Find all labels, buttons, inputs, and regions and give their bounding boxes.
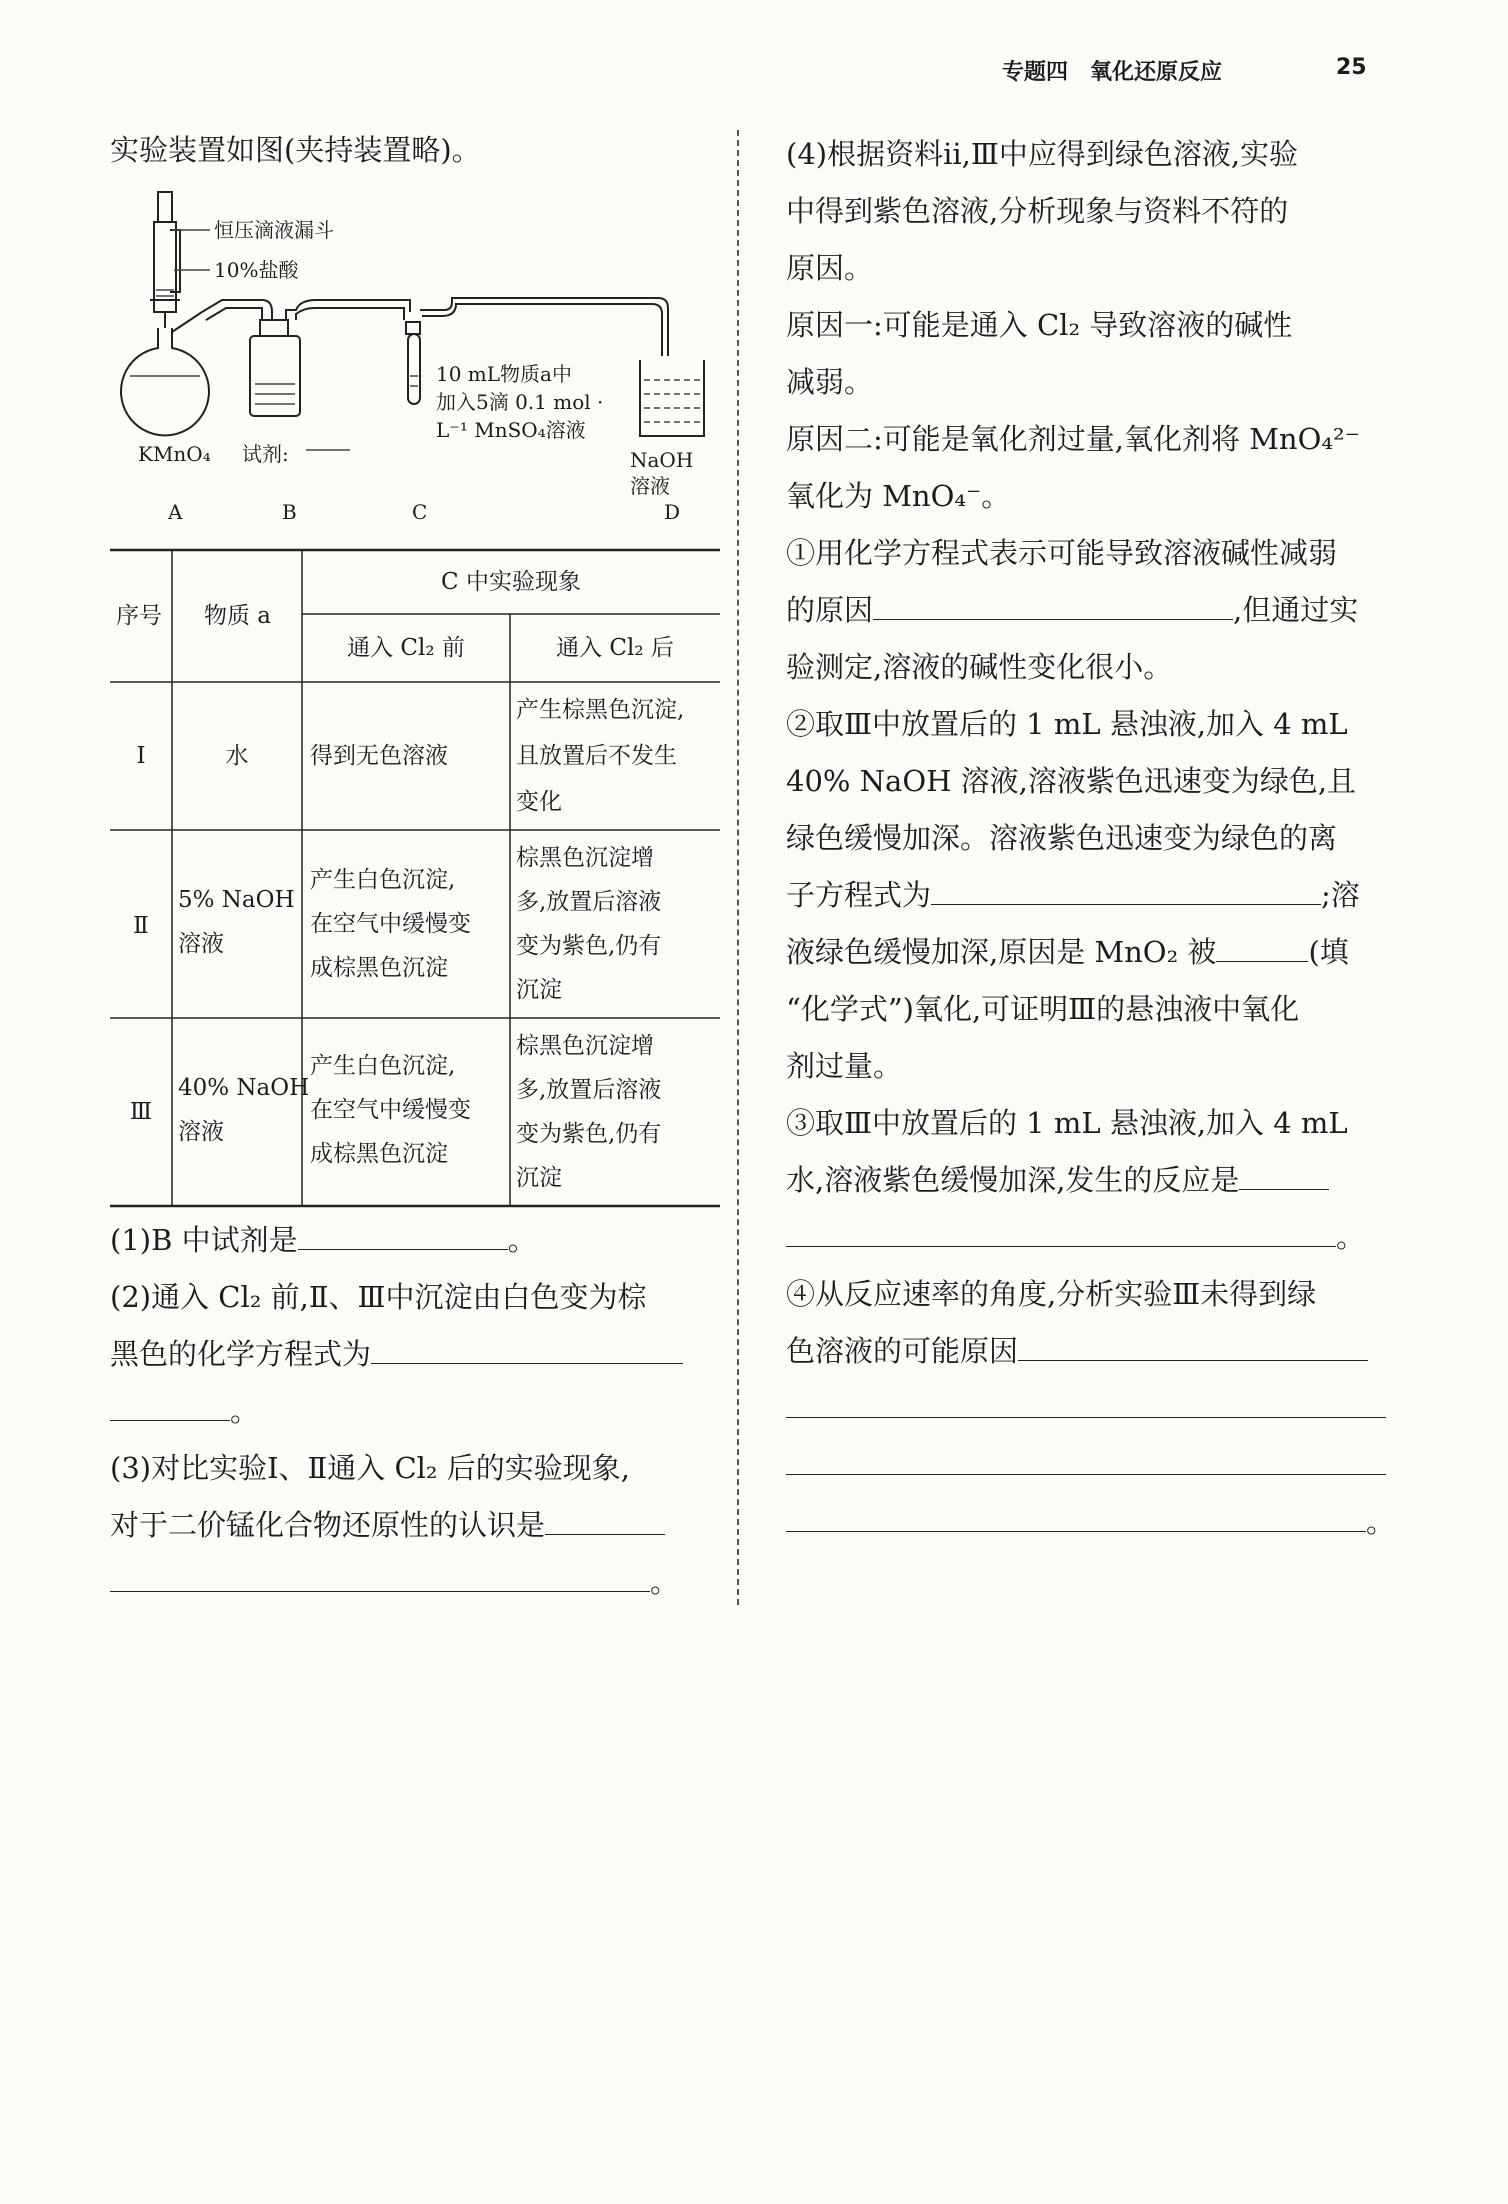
intro-text: 实验装置如图(夹持装置略)。 — [110, 133, 481, 167]
row-1-after-line: 变化 — [516, 789, 562, 815]
experiment-table — [110, 548, 720, 1208]
row-3-before-line: 产生白色沉淀, — [310, 1053, 456, 1079]
c-label-2: 加入5滴 0.1 mol · — [436, 390, 604, 414]
column-divider — [737, 130, 739, 1605]
answer-blank-q1[interactable] — [298, 1219, 508, 1250]
sub-2-line-3: 绿色缓慢加深。溶液紫色迅速变为绿色的离 — [786, 821, 1338, 855]
sub-2-line-1: ②取Ⅲ中放置后的 1 mL 悬浊液,加入 4 mL — [786, 707, 1348, 741]
sub-2-line-7: 剂过量。 — [786, 1049, 903, 1083]
page-number: 25 — [1336, 55, 1367, 80]
sub-3-line-1: ③取Ⅲ中放置后的 1 mL 悬浊液,加入 4 mL — [786, 1106, 1348, 1140]
row-3-after-line: 棕黑色沉淀增 — [516, 1033, 654, 1059]
sub-1-line-2: 的原因 ,但通过实 — [786, 582, 1395, 639]
sub-3-line-2: 水,溶液紫色缓慢加深,发生的反应是 — [786, 1152, 1395, 1209]
sub-2-line-5: 液绿色缓慢加深,原因是 MnO₂ 被 (填 — [786, 924, 1395, 981]
row-2-after-line: 变为紫色,仍有 — [516, 933, 662, 959]
row-2-after-line: 沉淀 — [516, 977, 562, 1003]
answer-blank-s4[interactable] — [1018, 1330, 1368, 1361]
letter-a: A — [168, 500, 183, 524]
sub-4-line-5: 。 — [786, 1494, 1395, 1551]
letter-d: D — [664, 500, 681, 524]
row-2-substance-line: 溶液 — [178, 931, 224, 957]
row-3-after-line: 多,放置后溶液 — [516, 1077, 662, 1103]
answer-blank-s4-line-3[interactable] — [786, 1444, 1386, 1475]
sub-4-line-1: ④从反应速率的角度,分析实验Ⅲ未得到绿 — [786, 1277, 1317, 1311]
reason-1-line-1: 原因一:可能是通入 Cl₂ 导致溶液的碱性 — [786, 308, 1293, 342]
question-3-line-1: (3)对比实验Ⅰ、Ⅱ通入 Cl₂ 后的实验现象, — [110, 1451, 630, 1485]
sub-2-line-4: 子方程式为 ;溶 — [786, 867, 1395, 924]
sub-2-line-6: “化学式”)氧化,可证明Ⅲ的悬浊液中氧化 — [786, 992, 1300, 1026]
c-label-1: 10 mL物质a中 — [436, 362, 572, 386]
answer-blank-s4-line-4[interactable] — [786, 1501, 1366, 1532]
answer-blank-s1[interactable] — [873, 589, 1233, 620]
row-2-after-line: 棕黑色沉淀增 — [516, 845, 654, 871]
question-2-line-2: 黑色的化学方程式为 — [110, 1326, 683, 1383]
sub-3-line-3: 。 — [786, 1209, 1395, 1266]
q4-line-2: 中得到紫色溶液,分析现象与资料不符的 — [786, 194, 1289, 228]
chapter-title: 专题四 氧化还原反应 — [1002, 60, 1223, 85]
row-3-index: Ⅲ — [129, 1099, 153, 1125]
row-1-index: Ⅰ — [136, 743, 146, 769]
row-3-substance-line: 溶液 — [178, 1119, 224, 1145]
sub-2-line-2: 40% NaOH 溶液,溶液紫色迅速变为绿色,且 — [786, 764, 1357, 798]
row-3-before-line: 成棕黑色沉淀 — [310, 1141, 448, 1167]
answer-blank-q3-cont[interactable] — [110, 1561, 650, 1592]
row-3-after-line: 变为紫色,仍有 — [516, 1121, 662, 1147]
acid-label: 10%盐酸 — [214, 258, 299, 282]
answer-blank-s2-eq[interactable] — [931, 874, 1321, 905]
q4-line-3: 原因。 — [786, 251, 874, 285]
question-2-line-3: 。 — [110, 1383, 683, 1440]
answer-blank-s3-cont[interactable] — [786, 1216, 1336, 1247]
row-2-before-line: 成棕黑色沉淀 — [310, 955, 448, 981]
reason-2-line-2: 氧化为 MnO₄⁻。 — [786, 479, 1011, 513]
row-2-substance-line: 5% NaOH — [178, 887, 295, 913]
header-phenomenon: C 中实验现象 — [441, 569, 581, 595]
c-label-3: L⁻¹ MnSO₄溶液 — [436, 418, 586, 442]
kmno4-label: KMnO₄ — [138, 442, 211, 466]
answer-blank-s4-line-2[interactable] — [786, 1387, 1386, 1418]
row-3-after-line: 沉淀 — [516, 1165, 562, 1191]
answer-blank-q2-cont[interactable] — [110, 1390, 230, 1421]
header-after-cl2: 通入 Cl₂ 后 — [556, 635, 674, 661]
sub-4-line-3 — [786, 1380, 1395, 1437]
answer-blank-s2-formula[interactable] — [1216, 931, 1308, 962]
answer-blank-q3[interactable] — [545, 1504, 665, 1535]
right-column — [786, 126, 1395, 1551]
header-substance: 物质 a — [204, 603, 272, 629]
row-1-substance: 水 — [225, 743, 249, 769]
left-questions — [110, 1212, 683, 1611]
letter-c: C — [412, 500, 428, 524]
header-before-cl2: 通入 Cl₂ 前 — [347, 635, 465, 661]
sub-1-line-3: 验测定,溶液的碱性变化很小。 — [786, 650, 1173, 684]
question-1: (1)B 中试剂是 。 — [110, 1212, 683, 1269]
row-1-after-line: 且放置后不发生 — [516, 743, 677, 769]
row-2-before-line: 在空气中缓慢变 — [310, 911, 471, 937]
header-index: 序号 — [116, 603, 162, 629]
row-1-after-line: 产生棕黑色沉淀, — [516, 697, 685, 723]
naoh-label-1: NaOH — [630, 448, 694, 472]
sub-4-line-2: 色溶液的可能原因 — [786, 1323, 1395, 1380]
row-2-before-line: 产生白色沉淀, — [310, 867, 456, 893]
question-2-line-1: (2)通入 Cl₂ 前,Ⅱ、Ⅲ中沉淀由白色变为棕 — [110, 1280, 647, 1314]
q4-line-1: (4)根据资料ⅱ,Ⅲ中应得到绿色溶液,实验 — [786, 137, 1299, 171]
naoh-label-2: 溶液 — [630, 474, 670, 498]
sub-4-line-4 — [786, 1437, 1395, 1494]
apparatus-diagram — [110, 180, 730, 540]
reason-1-line-2: 减弱。 — [786, 365, 874, 399]
reason-2-line-1: 原因二:可能是氧化剂过量,氧化剂将 MnO₄²⁻ — [786, 422, 1360, 456]
row-2-index: Ⅱ — [133, 913, 149, 939]
question-3-line-2: 对于二价锰化合物还原性的认识是 — [110, 1497, 683, 1554]
row-2-after-line: 多,放置后溶液 — [516, 889, 662, 915]
reagent-label: 试剂: — [242, 442, 289, 466]
row-3-before-line: 在空气中缓慢变 — [310, 1097, 471, 1123]
sub-1-line-1: ①用化学方程式表示可能导致溶液碱性减弱 — [786, 536, 1338, 570]
row-1-before: 得到无色溶液 — [310, 743, 448, 769]
answer-blank-s3[interactable] — [1239, 1159, 1329, 1190]
funnel-label: 恒压滴液漏斗 — [214, 218, 334, 242]
letter-b: B — [282, 500, 297, 524]
answer-blank-q2[interactable] — [371, 1333, 683, 1364]
question-3-line-3: 。 — [110, 1554, 683, 1611]
row-3-substance-line: 40% NaOH — [178, 1075, 310, 1101]
